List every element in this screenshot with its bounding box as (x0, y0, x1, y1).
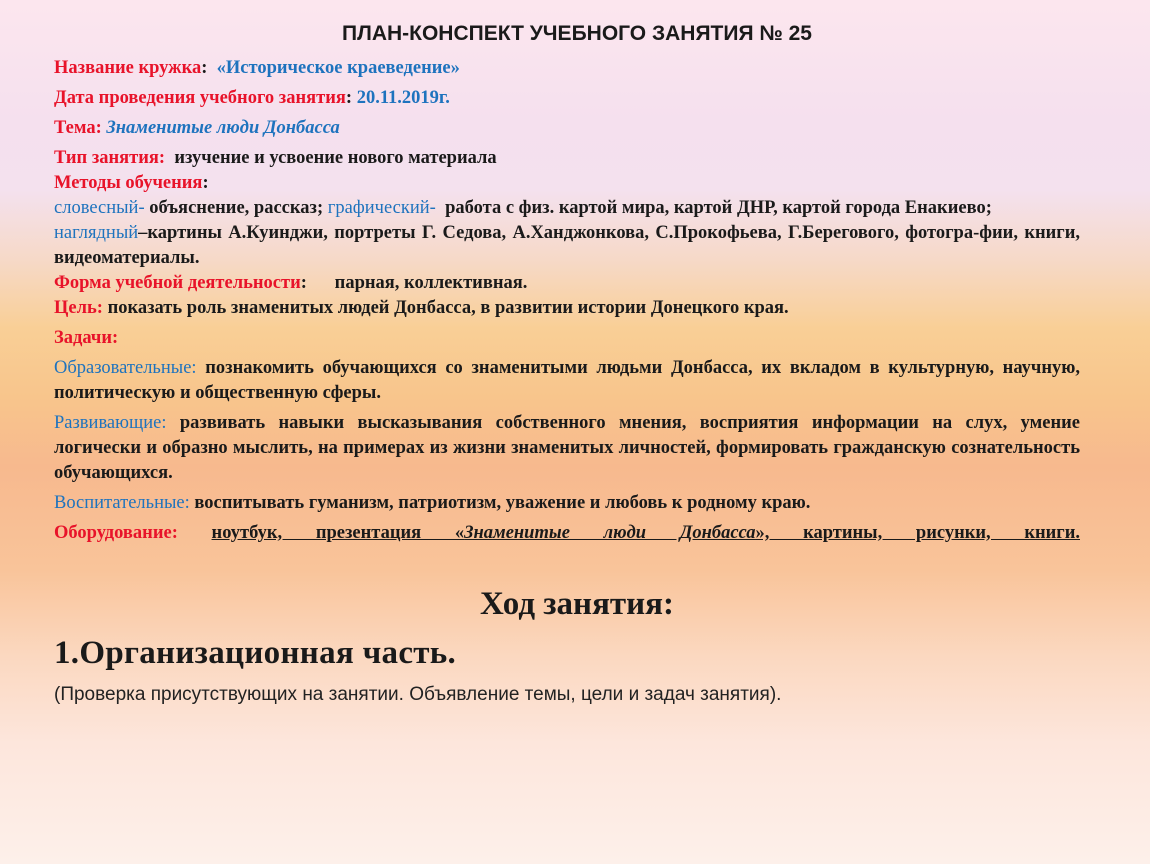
visual-text: –картины А.Куинджи, портреты Г. Седова, А.Ханджонкова, С.Прокофьева, Г.Берегового, фотогра-фии, книги, видеоматериалы. (54, 223, 1080, 268)
form-label: Форма учебной деятельности (54, 273, 301, 293)
methods-verbal-graphic (54, 196, 1080, 221)
edu-task (54, 356, 1080, 406)
tasks-line (54, 326, 1080, 351)
methods-label: Методы обучения (54, 173, 203, 193)
date-value: 20.11.2019г. (356, 88, 450, 108)
goal-label: Цель: (54, 298, 103, 318)
club-line (54, 56, 1080, 81)
visual-label: наглядный (54, 223, 139, 243)
equipment-line (54, 521, 1080, 546)
part1-heading: 1.Организационная часть. (54, 635, 457, 671)
topic-value: Знаменитые люди Донбасса (106, 118, 340, 138)
topic-label: Тема: (54, 118, 102, 138)
upbringing-text: воспитывать гуманизм, патриотизм, уважение и любовь к родному краю. (194, 493, 811, 513)
methods-line (54, 171, 1080, 196)
document-title: ПЛАН-КОНСПЕКТ УЧЕБНОГО ЗАНЯТИЯ № 25 (342, 22, 812, 45)
type-line (54, 146, 1080, 171)
methods-visual (54, 221, 1080, 271)
verbal-text: объяснение, рассказ; (149, 198, 324, 218)
verbal-label: словесный (54, 198, 139, 218)
methods-colon: : (202, 173, 209, 193)
dev-text: развивать навыки высказывания собственного мнения, восприятия информации на слух, умение логически и образно мыслить, на примерах из жизни знаменитых личностей, формировать гражданскую сознательность обучающихся. (54, 413, 1080, 483)
edu-text: познакомить обучающихся со знаменитыми людьми Донбасса, их вкладом в культурную, научную, политическую и общественную сферы. (54, 358, 1080, 403)
club-value: «Историческое краеведение» (216, 58, 460, 78)
graphic-label: графический (327, 198, 430, 218)
date-label: Дата проведения учебного занятия (54, 88, 346, 108)
upbringing-label: Воспитательные: (54, 493, 190, 513)
date-colon: : (345, 88, 353, 108)
form-line (54, 271, 1080, 296)
graphic-dash: - (429, 198, 436, 218)
edu-label: Образовательные: (54, 358, 197, 378)
type-label: Тип занятия: (54, 148, 166, 168)
lesson-plan-document (54, 22, 1080, 706)
tasks-label: Задачи: (54, 328, 119, 348)
topic-line (54, 116, 1080, 141)
upbringing-task (54, 491, 1080, 516)
form-colon: : (300, 273, 307, 293)
part1-note: (Проверка присутствующих на занятии. Объявление темы, цели и задач занятия). (54, 684, 782, 705)
equipment-text-part2: », картины, рисунки, книги. (755, 523, 1080, 543)
equipment-text (212, 523, 1080, 543)
dev-task (54, 411, 1080, 486)
equipment-text-italic: Знаменитые люди Донбасса (464, 523, 756, 543)
goal-value: показать роль знаменитых людей Донбасса, в развитии истории Донецкого края. (107, 298, 789, 318)
club-label: Название кружка (54, 58, 202, 78)
verbal-dash: - (138, 198, 145, 218)
club-colon: : (201, 58, 208, 78)
type-value: изучение и усвоение нового материала (174, 148, 497, 168)
equipment-text-part1: ноутбук, презентация « (211, 523, 465, 543)
form-value: парная, коллективная. (334, 273, 528, 293)
goal-line (54, 296, 1080, 321)
graphic-text: работа с физ. картой мира, картой ДНР, картой города Енакиево; (445, 198, 992, 218)
date-line (54, 86, 1080, 111)
course-heading: Ход занятия: (479, 586, 674, 622)
dev-label: Развивающие: (54, 413, 167, 433)
equipment-label: Оборудование: (54, 523, 178, 543)
